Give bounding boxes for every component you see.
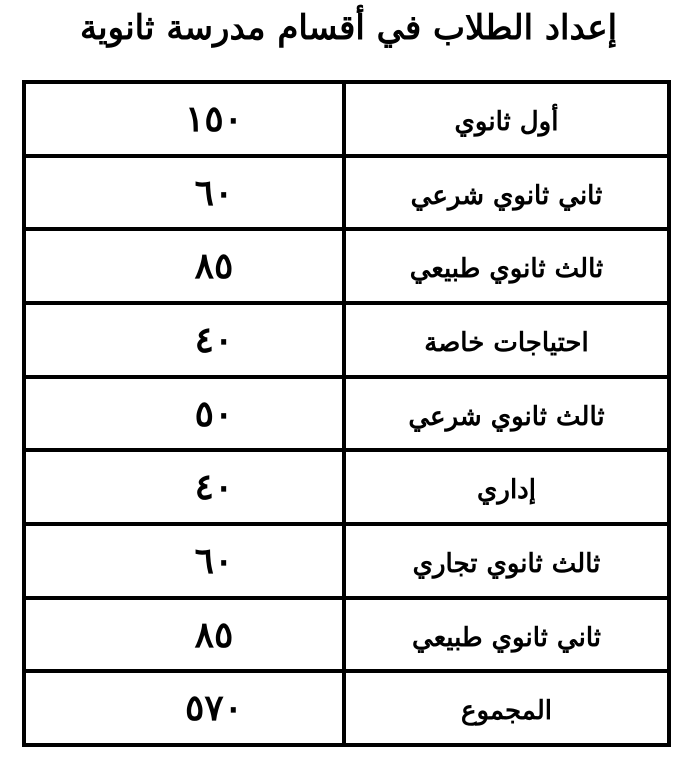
row-label: ثاني ثانوي شرعي — [410, 180, 603, 211]
row-value: ٤٠ — [194, 318, 234, 361]
total-row — [26, 673, 667, 743]
row-value: ٤٠ — [194, 466, 234, 509]
column-divider — [342, 231, 346, 301]
table-row — [26, 526, 667, 600]
row-value: ١٥٠ — [184, 97, 243, 140]
table-row — [26, 379, 667, 453]
column-divider — [342, 452, 346, 522]
column-divider — [342, 158, 346, 228]
table-row — [26, 452, 667, 526]
row-value: ٨٥ — [194, 613, 234, 656]
total-label: المجموع — [461, 696, 552, 727]
column-divider — [342, 600, 346, 670]
students-table — [22, 80, 671, 747]
row-value: ٦٠ — [194, 171, 234, 214]
row-value: ٥٠ — [194, 392, 234, 435]
row-label: ثالث ثانوي تجاري — [412, 548, 601, 579]
row-label: إداري — [477, 475, 536, 506]
row-label: ثالث ثانوي طبيعي — [409, 254, 604, 285]
column-divider — [342, 305, 346, 375]
column-divider — [342, 673, 346, 743]
table-row — [26, 231, 667, 305]
total-value: ٥٧٠ — [184, 687, 243, 730]
row-label: احتياجات خاصة — [424, 327, 589, 358]
row-value: ٨٥ — [194, 245, 234, 288]
column-divider — [342, 379, 346, 449]
table-row — [26, 600, 667, 674]
table-row — [26, 84, 667, 158]
page-title: إعداد الطلاب في أقسام مدرسة ثانوية — [79, 8, 618, 48]
row-label: ثاني ثانوي طبيعي — [412, 622, 601, 653]
table-row — [26, 305, 667, 379]
table-row — [26, 158, 667, 232]
row-label: ثالث ثانوي شرعي — [408, 401, 605, 432]
row-label: أول ثانوي — [454, 106, 559, 137]
column-divider — [342, 526, 346, 596]
row-value: ٦٠ — [194, 539, 234, 582]
column-divider — [342, 84, 346, 154]
